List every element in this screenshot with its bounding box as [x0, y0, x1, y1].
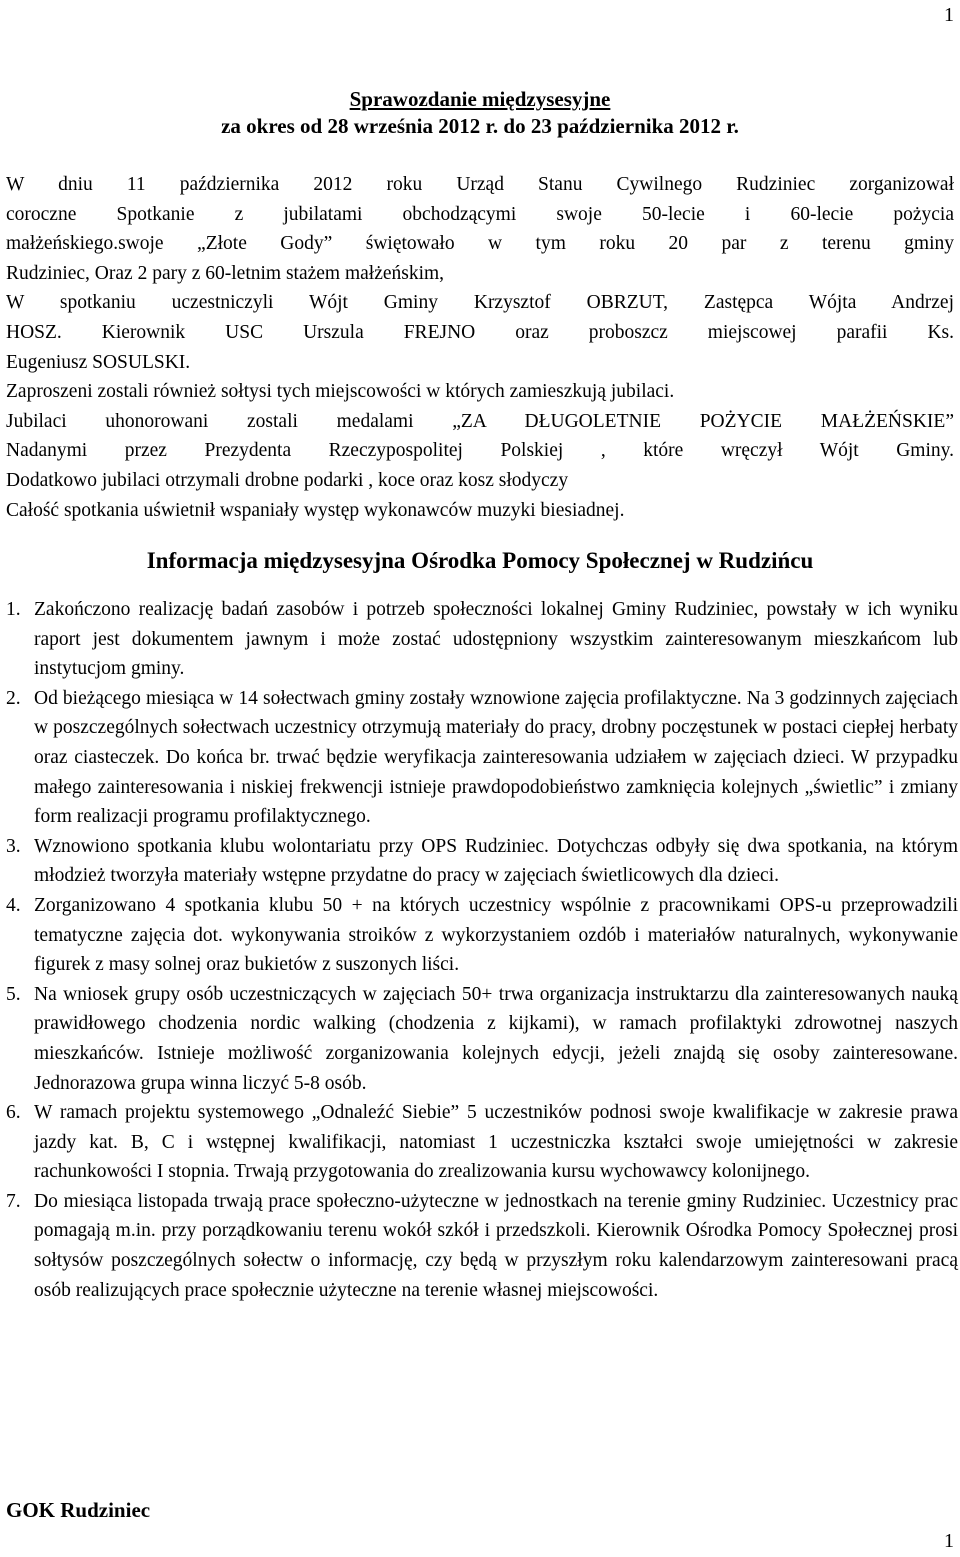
- list-item-text: Do miesiąca listopada trwają prace społeczno-użyteczne w jednostkach na terenie gminy Rudziniec. Uczestnicy prac pomagają m.in. przy porządkowaniu terenu wokół szkół i przedszkoli. Kierownik Ośrodka Pomocy Społecznej prosi sołtysów poszczególnych sołectw o informację, czy będą w przyszłym roku kalendarzowym zainteresowani pracą osób realizujących prace społecznie użyteczne na terenie własnej miejscowości.: [34, 1190, 958, 1301]
- list-item: [6, 1098, 958, 1187]
- intro-paragraph: [6, 170, 954, 525]
- intro-line: małżeńskiego.swoje „Złote Gody” świętowało w tym roku 20 par z terenu gminy: [6, 233, 954, 255]
- list-item-text: Od bieżącego miesiąca w 14 sołectwach gminy zostały wznowione zajęcia profilaktyczne. Na 3 godzinnych zajęciach w poszczególnych sołectwach uczestnicy otrzymują materiały do pracy, drobny poczęstunek w postaci ciepłej herbaty oraz ciasteczek. Do końca br. trwać będzie weryfikacja zainteresowania udziałem w zajęciach dzieci. W przypadku małego zainteresowania i niskiej frekwencji istnieje prawdopodobieństwo zamknięcia kolejnych „świetlic” i zmiany form realizacji programu profilaktycznego.: [34, 687, 958, 828]
- list-item: [6, 595, 958, 684]
- title-line-2: za okres od 28 września 2012 r. do 23 października 2012 r.: [221, 114, 739, 138]
- intro-line: Rudziniec, Oraz 2 pary z 60-letnim stażem małżeńskim,: [6, 262, 445, 284]
- intro-line: Eugeniusz SOSULSKI.: [6, 351, 191, 373]
- list-item-number: 5.: [6, 983, 21, 1005]
- intro-line: Dodatkowo jubilaci otrzymali drobne podarki , koce oraz kosz słodyczy: [6, 469, 569, 491]
- list-item-number: 3.: [6, 835, 21, 857]
- intro-line: W dniu 11 października 2012 roku Urząd Stanu Cywilnego Rudziniec zorganizował: [6, 174, 954, 195]
- list-item-number: 6.: [6, 1102, 21, 1124]
- list-item-text: Na wniosek grupy osób uczestniczących w zajęciach 50+ trwa organizacja instruktarzu dla zainteresowanych nauką prawidłowego chodzenia nordic walking (chodzenia z kijkami), w ramach profilaktyki zdrowotnej naszych mieszkańców. Istnieje możliwość zorganizowania kolejnych edycji, jeżeli znajdą się osoby zainteresowane. Jednorazowa grupa winna liczyć 5-8 osób.: [34, 983, 958, 1094]
- intro-line: HOSZ. Kierownik USC Urszula FREJNO oraz proboszcz miejscowej parafii Ks.: [6, 321, 954, 343]
- report-title: [0, 86, 960, 140]
- intro-line: Zaproszeni zostali również sołtysi tych miejscowości w których zamieszkują jubilaci.: [6, 381, 675, 403]
- list-item: [6, 832, 958, 891]
- section-heading: Informacja międzysesyjna Ośrodka Pomocy Społecznej w Rudzińcu: [146, 548, 814, 573]
- list-item-number: 4.: [6, 894, 21, 916]
- intro-line: W spotkaniu uczestniczyli Wójt Gminy Krzysztof OBRZUT, Zastępca Wójta Andrzej: [6, 292, 954, 314]
- list-item-number: 7.: [6, 1190, 21, 1212]
- list-item: [6, 891, 958, 980]
- intro-line: Całość spotkania uświetnił wspaniały występ wykonawców muzyki biesiadnej.: [6, 499, 625, 521]
- list-item-number: 2.: [6, 687, 21, 709]
- ops-info-list: [6, 595, 958, 1305]
- intro-line: coroczne Spotkanie z jubilatami obchodzącymi swoje 50-lecie i 60-lecie pożycia: [6, 203, 954, 225]
- intro-line: Jubilaci uhonorowani zostali medalami „ZA DŁUGOLETNIE POŻYCIE MAŁŻEŃSKIE”: [6, 410, 954, 432]
- list-item: [6, 684, 958, 832]
- list-item-text: Wznowiono spotkania klubu wolontariatu przy OPS Rudziniec. Dotychczas odbyły się dwa spotkania, na którym młodzież tworzyła materiały wstępne przydatne do pracy w zajęciach świetlicowych dla dzieci.: [34, 835, 958, 887]
- page-number-bottom: 1: [944, 1530, 954, 1552]
- list-item-text: Zorganizowano 4 spotkania klubu 50 + na których uczestnicy wspólnie z pracownikami OPS-u przeprowadzili tematyczne zajęcia dot. wykonywania stroików z wykorzystaniem ozdób i materiałów naturalnych, wykonywanie figurek z masy solnej oraz bukietów z suszonych liści.: [34, 894, 958, 976]
- intro-line: Nadanymi przez Prezydenta Rzeczypospolitej Polskiej , które wręczył Wójt Gminy.: [6, 440, 954, 462]
- footer-signature: GOK Rudziniec: [6, 1498, 151, 1522]
- list-item: [6, 1187, 958, 1305]
- title-line-1: Sprawozdanie międzysesyjne: [349, 87, 611, 111]
- list-item-text: W ramach projektu systemowego „Odnaleźć Siebie” 5 uczestników podnosi swoje kwalifikacje w zakresie prawa jazdy kat. B, C i wstępnej kwalifikacji, natomiast 1 uczestniczka kształci swoje umiejętności w zakresie rachunkowości I stopnia. Trwają przygotowania do zrealizowania kursu wychowawcy kolonijnego.: [34, 1102, 958, 1183]
- page-number-top: 1: [944, 4, 954, 26]
- list-item: [6, 980, 958, 1098]
- list-item-text: Zakończono realizację badań zasobów i potrzeb społeczności lokalnej Gminy Rudziniec, powstały w ich wyniku raport jest dokumentem jawnym i może zostać udostępniony wszystkim zainteresowanym mieszkańcom lub instytucjom gminy.: [34, 599, 958, 680]
- list-item-number: 1.: [6, 599, 21, 620]
